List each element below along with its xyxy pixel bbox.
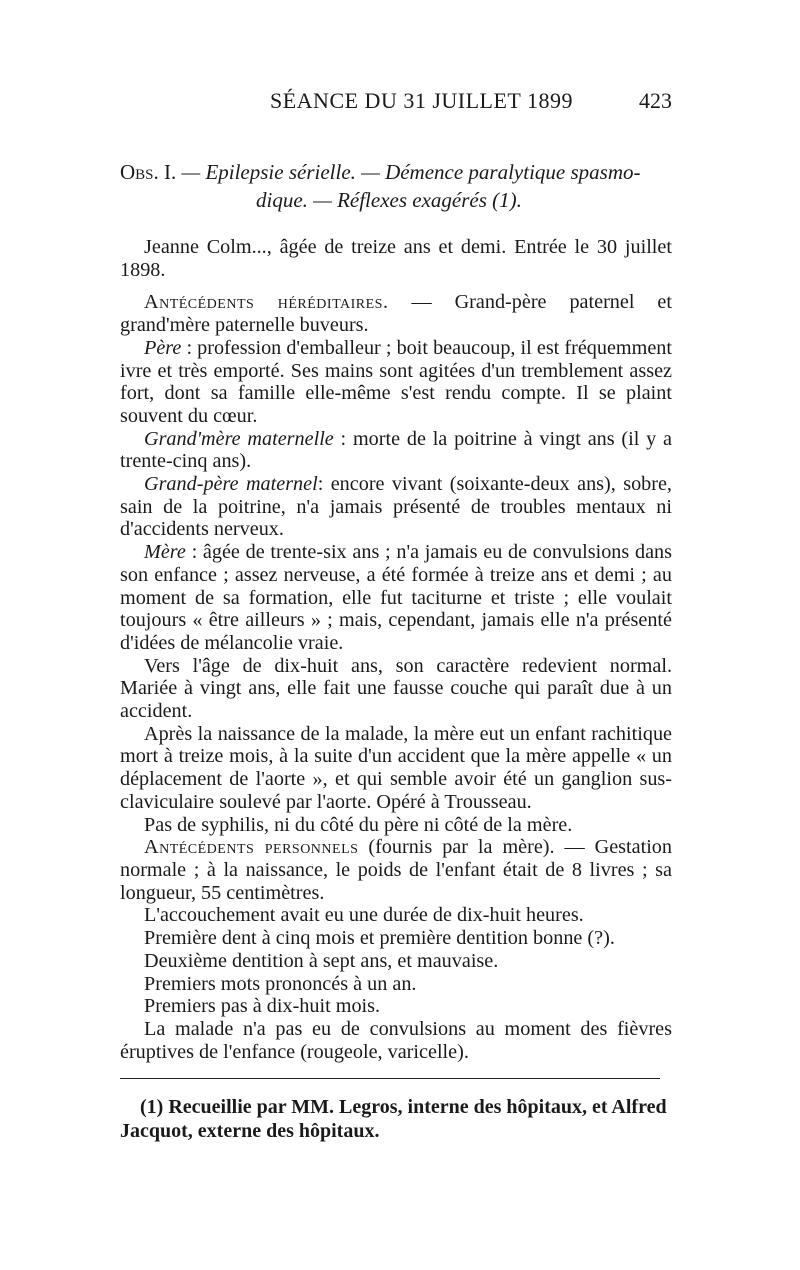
paragraph-character: Vers l'âge de dix-huit ans, son caractère redevient normal. Mariée à vingt ans, elle fait une fausse couche qui paraît due à un accident. bbox=[120, 654, 672, 723]
paragraph-hereditary bbox=[120, 291, 672, 336]
observation-label: Obs. I. bbox=[120, 160, 177, 184]
subheading-mother: Mère bbox=[144, 541, 186, 564]
paragraph-first-words: Premiers mots prononcés à un an. bbox=[144, 972, 417, 995]
subheading-father: Père bbox=[144, 336, 182, 359]
paragraph-maternal-grandmother bbox=[120, 428, 672, 473]
body-text bbox=[120, 236, 672, 1063]
paragraph-delivery: L'accouchement avait eu une durée de dix-huit heures. bbox=[144, 904, 584, 927]
running-header bbox=[120, 88, 672, 120]
paragraph-maternal-grandfather bbox=[120, 473, 672, 541]
observation-title-line1: — Epilepsie sérielle. — Démence paralytique spasmo- bbox=[181, 160, 641, 184]
paragraph-text: — Grand-père paternel et grand'mère paternelle buveurs. bbox=[120, 291, 672, 337]
footnote-line1: (1) Recueillie par MM. Legros, interne des hôpitaux, et Alfred bbox=[140, 1096, 667, 1118]
paragraph-syphilis: Pas de syphilis, ni du côté du père ni côté de la mère. bbox=[144, 813, 573, 836]
subheading-maternal-grandfather: Grand-père maternel bbox=[144, 473, 318, 496]
footnote-line2: Jacquot, externe des hôpitaux. bbox=[120, 1120, 380, 1142]
paragraph-text: : profession d'emballeur ; boit beaucoup, il est fréquemment ivre et très emporté. Ses mains sont agitées d'un tremblement assez fort, dont sa famille elle-même s'est rendu compte. Il se plaint souvent du cœur. bbox=[120, 336, 672, 427]
paragraph-father bbox=[120, 337, 672, 428]
observation-title bbox=[120, 158, 680, 214]
paragraph-first-tooth: Première dent à cinq mois et première dentition bonne (?). bbox=[144, 927, 615, 950]
footnote bbox=[120, 1095, 680, 1143]
subheading-maternal-grandmother: Grand'mère maternelle bbox=[144, 427, 334, 450]
paragraph-mother bbox=[120, 541, 672, 655]
paragraph-sibling: Après la naissance de la malade, la mère eut un enfant rachitique mort à treize mois, à la suite d'un accident que la mère appelle « un déplacement de l'aorte », et qui semble avoir été un ganglion sus-claviculaire soulevé par l'aorte. Opéré à Trousseau. bbox=[120, 722, 672, 813]
paragraph-personal bbox=[120, 836, 672, 904]
paragraph-text: : morte de la poitrine à vingt ans (il y a trente-cinq ans). bbox=[120, 427, 672, 473]
paragraph-text: : encore vivant (soixante-deux ans), sobre, sain de la poitrine, n'a jamais présenté de troubles mentaux ni d'accidents nerveux. bbox=[120, 473, 672, 541]
paragraph-second-dentition: Deuxième dentition à sept ans, et mauvaise. bbox=[144, 949, 499, 972]
page-number: 423 bbox=[639, 88, 672, 113]
paragraph-text: : âgée de trente-six ans ; n'a jamais eu de convulsions dans son enfance ; assez nerveuse, a été formée à treize ans et demi ; au moment de sa formation, elle fut taciturne et triste ; elle voulait toujours « être ailleurs » ; mais, cependant, jamais elle n'a présenté d'idées de mélancolie vraie. bbox=[120, 541, 672, 654]
section-heading-hereditary: Antécédents héréditaires. bbox=[144, 291, 389, 314]
paragraph-first-steps: Premiers pas à dix-huit mois. bbox=[144, 995, 381, 1018]
paragraph-text: (fournis par la mère). — Gestation normale ; à la naissance, le poids de l'enfant était de 8 livres ; sa longueur, 55 centimètres. bbox=[120, 836, 672, 904]
section-heading-personal: Antécédents personnels bbox=[144, 836, 359, 859]
paragraph-patient: Jeanne Colm..., âgée de treize ans et demi. Entrée le 30 juillet 1898. bbox=[120, 236, 672, 281]
observation-title-line2: dique. — Réflexes exagérés (1). bbox=[256, 188, 522, 212]
paragraph-convulsions: La malade n'a pas eu de convulsions au moment des fièvres éruptives de l'enfance (rougeole, varicelle). bbox=[120, 1017, 672, 1063]
header-title: SÉANCE DU 31 JUILLET 1899 bbox=[270, 88, 573, 113]
footnote-divider bbox=[120, 1078, 660, 1079]
